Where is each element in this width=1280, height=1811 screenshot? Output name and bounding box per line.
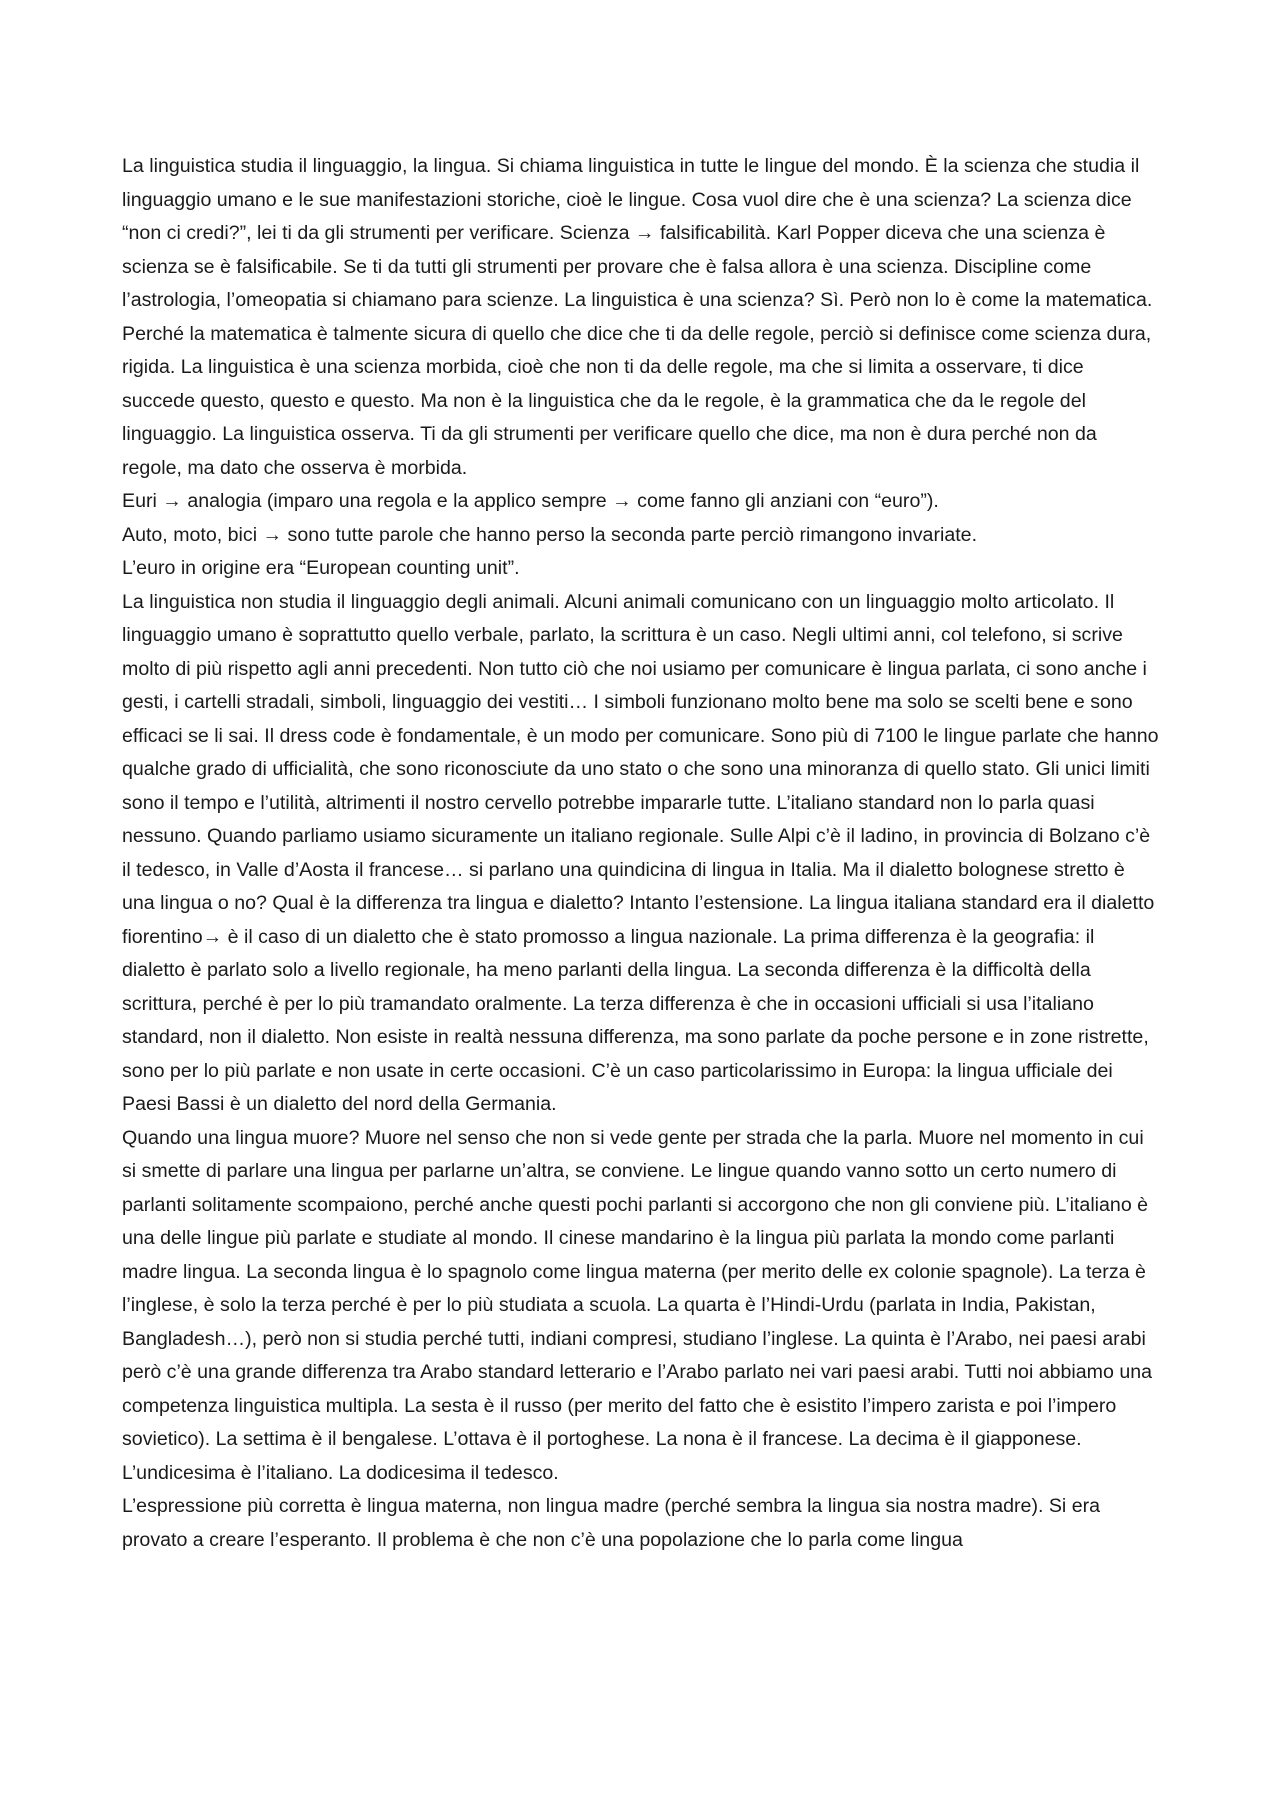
paragraph-euro-origine: L’euro in origine era “European counting unit”. [122,557,520,579]
paragraph-auto-moto-bici: Auto, moto, bici → sono tutte parole che hanno perso la seconda parte perciò rimangono invariate. [122,523,978,546]
paragraph-lingua-materna: L’espressione più corretta è lingua materna, non lingua madre (perché sembra la lingua sia nostra madre). Si era provato a creare l’esperanto. Il problema è che non c’è una popolazione che lo parla come lingua [122,1495,1101,1551]
document-body [122,150,1162,1557]
paragraph-euri-analogia: Euri → analogia (imparo una regola e la applico sempre → come fanno gli anziani con “euro”). [122,490,939,512]
paragraph-lingua-muore: Quando una lingua muore? Muore nel senso che non si vede gente per strada che la parla. Muore nel momento in cui si smette di parlare una lingua per parlarne un’altra, se conviene. Le lingue quando vanno sotto un certo numero di parlanti solitamente scompaiono, perché anche questi pochi parlanti si accorgono che non gli conviene più. L’italiano è una delle lingue più parlate e studiate al mondo. Il cinese mandarino è la lingua più parlata la mondo come parlanti madre lingua. La seconda lingua è lo spagnolo come lingua materna (per merito delle ex colonie spagnole). La terza è l’inglese, è solo la terza perché è per lo più studiata a scuola. La quarta è l’Hindi-Urdu (parlata in India, Pakistan, Bangladesh…), però non si studia perché tutti, indiani compresi, studiano l’inglese. La quinta è l’Arabo, nei paesi arabi però c’è una grande differenza tra Arabo standard letterario e l’Arabo parlato nei vari paesi arabi. Tutti noi abbiamo una competenza linguistica multipla. La sesta è il russo (per merito del fatto che è esistito l’impero zarista e poi l’impero sovietico). La settima è il bengalese. L’ottava è il portoghese. La nona è il francese. La decima è il giapponese. L’undicesima è l’italiano. La dodicesima il tedesco. [122,1126,1153,1484]
paragraph-linguaggio-animali: La linguistica non studia il linguaggio degli animali. Alcuni animali comunicano con un linguaggio molto articolato. Il linguaggio umano è soprattutto quello verbale, parlato, la scrittura è un caso. Negli ultimi anni, col telefono, si scrive molto di più rispetto agli anni precedenti. Non tutto ciò che noi usiamo per comunicare è lingua parlata, ci sono anche i gesti, i cartelli stradali, simboli, linguaggio dei vestiti… I simboli funzionano molto bene ma solo se scelti bene e sono efficaci se li sai. Il dress code è fondamentale, è un modo per comunicare. Sono più di 7100 le lingue parlate che hanno qualche grado di ufficialità, che sono riconosciute da uno stato o che sono una minoranza di quello stato. Gli unici limiti sono il tempo e l’utilità, altrimenti il nostro cervello potrebbe impararle tutte. L’italiano standard non lo parla quasi nessuno. Quando parliamo usiamo sicuramente un italiano regionale. Sulle Alpi c’è il ladino, in provincia di Bolzano c’è il tedesco, in Valle d’Aosta il francese… si parlano una quindicina di lingua in Italia. Ma il dialetto bolognese stretto è una lingua o no? Qual è la differenza tra lingua e dialetto? Intanto l’estensione. La lingua italiana standard era il dialetto fiorentino→ è il caso di un dialetto che è stato promosso a lingua nazionale. La prima differenza è la geografia: il dialetto è parlato solo a livello regionale, ha meno parlanti della lingua. La seconda differenza è la difficoltà della scrittura, perché è per lo più tramandato oralmente. La terza differenza è che in occasioni ufficiali si usa l’italiano standard, non il dialetto. Non esiste in realtà nessuna differenza, ma sono parlate da poche persone e in zone ristrette, sono per lo più parlate e non usate in certe occasioni. C’è un caso particolarissimo in Europa: la lingua ufficiale dei Paesi Bassi è un dialetto del nord della Germania. [122,590,1159,1115]
paragraph-linguistica-scienza: La linguistica studia il linguaggio, la lingua. Si chiama linguistica in tutte le lingue del mondo. È la scienza che studia il linguaggio umano e le sue manifestazioni storiche, cioè le lingue. Cosa vuol dire che è una scienza? La scienza dice “non ci credi?”, lei ti da gli strumenti per verificare. Scienza → falsificabilità. Karl Popper diceva che una scienza è scienza se è falsificabile. Se ti da tutti gli strumenti per provare che è falsa allora è una scienza. Discipline come l’astrologia, l’omeopatia si chiamano para scienze. La linguistica è una scienza? Sì. Però non lo è come la matematica. Perché la matematica è talmente sicura di quello che dice che ti da delle regole, perciò si definisce come scienza dura, rigida. La linguistica è una scienza morbida, cioè che non ti da delle regole, ma che si limita a osservare, ti dice succede questo, questo e questo. Ma non è la linguistica che da le regole, è la grammatica che da le regole del linguaggio. La linguistica osserva. Ti da gli strumenti per verificare quello che dice, ma non è dura perché non da regole, ma dato che osserva è morbida. [122,155,1153,479]
